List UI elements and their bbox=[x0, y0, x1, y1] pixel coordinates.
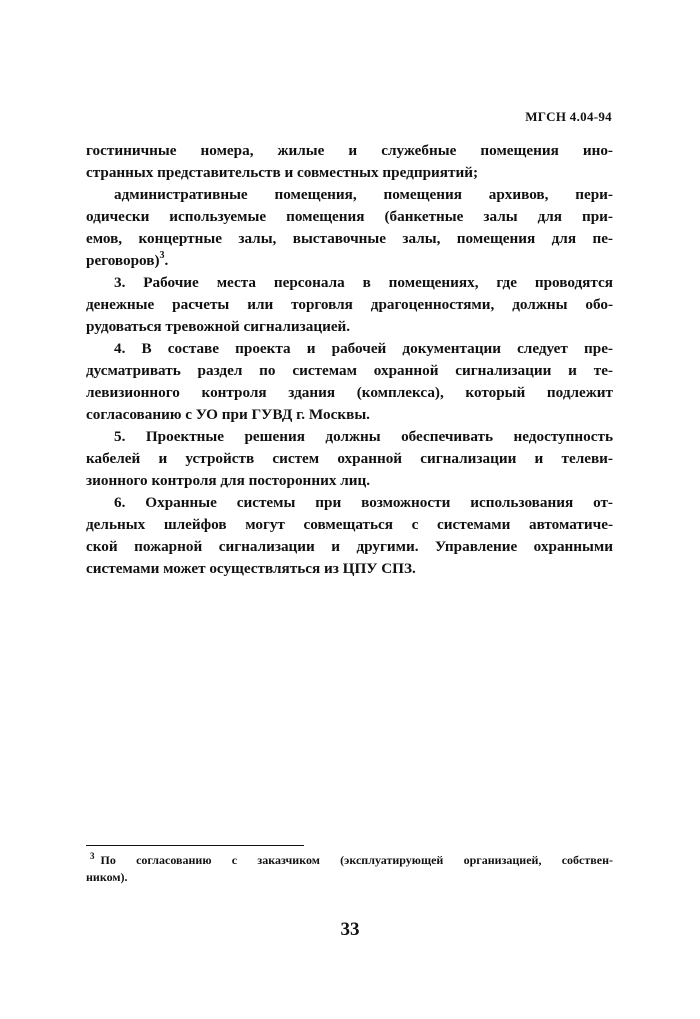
text-line-with-footnote bbox=[86, 250, 613, 272]
text-line: дусматривать раздел по системам охранной сигнализации и те- bbox=[86, 362, 613, 379]
text-line: согласованию с УО при ГУВД г. Москвы. bbox=[86, 406, 370, 423]
text-line: одически используемые помещения (банкетные залы для при- bbox=[86, 208, 613, 225]
text-line: денежные расчеты или торговля драгоценностями, должны обо- bbox=[86, 296, 613, 313]
text-line: 5. Проектные решения должны обеспечивать недоступность bbox=[114, 428, 613, 445]
text-line: 6. Охранные системы при возможности использования от- bbox=[114, 494, 613, 511]
text-line: системами может осуществляться из ЦПУ СПЗ. bbox=[86, 560, 416, 577]
body-text bbox=[86, 140, 613, 580]
text-line: левизионного контроля здания (комплекса), который подлежит bbox=[86, 384, 613, 401]
text-fragment: реговоров) bbox=[86, 252, 160, 269]
text-line: административные помещения, помещения архивов, пери- bbox=[114, 186, 613, 203]
text-fragment: . bbox=[164, 252, 169, 269]
footnote-number: 3 bbox=[90, 851, 95, 861]
footnote bbox=[86, 852, 613, 886]
text-line: ской пожарной сигнализации и другими. Управление охранными bbox=[86, 538, 613, 555]
footnote-text: По согласованию с заказчиком (эксплуатирующей организацией, собствен- bbox=[100, 853, 613, 867]
footnote-line bbox=[86, 852, 613, 869]
text-line: странных представительств и совместных предприятий; bbox=[86, 164, 479, 181]
text-line: емов, концертные залы, выставочные залы, помещения для пе- bbox=[86, 230, 613, 247]
footnote-divider bbox=[86, 845, 304, 846]
footnote-line: ником). bbox=[86, 870, 128, 884]
page-number: 33 bbox=[340, 919, 360, 940]
text-line: зионного контроля для посторонних лиц. bbox=[86, 472, 371, 489]
text-line: дельных шлейфов могут совмещаться с системами автоматиче- bbox=[86, 516, 613, 533]
document-code: МГСН 4.04-94 bbox=[525, 109, 612, 124]
text-line: кабелей и устройств систем охранной сигнализации и телеви- bbox=[86, 450, 613, 467]
text-line: гостиничные номера, жилые и служебные помещения ино- bbox=[86, 142, 613, 159]
text-line: рудоваться тревожной сигнализацией. bbox=[86, 318, 351, 335]
footnote-reference: 3 bbox=[159, 250, 165, 261]
text-line: 3. Рабочие места персонала в помещениях, где проводятся bbox=[114, 274, 613, 291]
text-line: 4. В составе проекта и рабочей документации следует пре- bbox=[114, 340, 613, 357]
